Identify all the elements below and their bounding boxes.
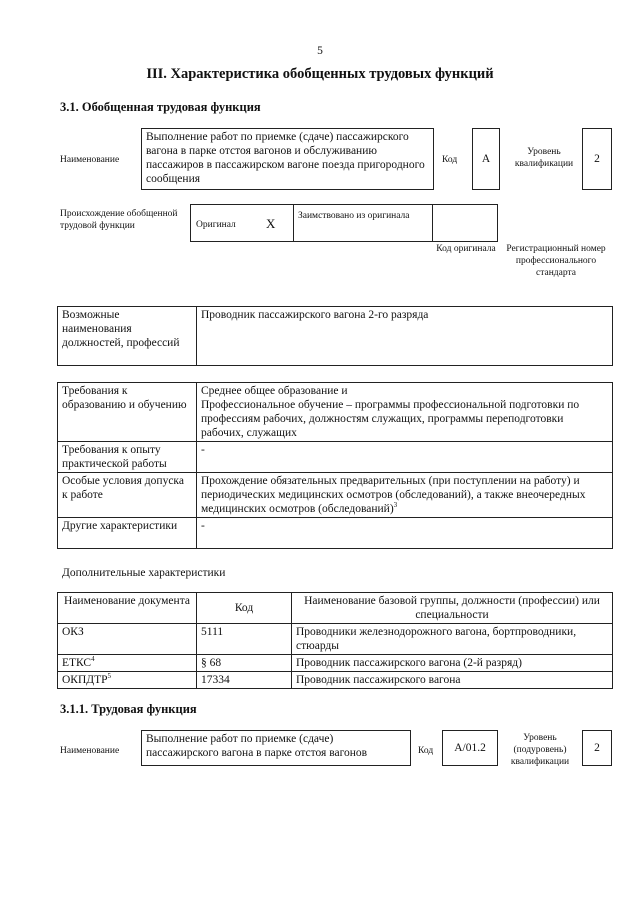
- origin-reg-caption: Регистрационный номер профессионального стандарта: [506, 244, 606, 278]
- gtf-code-value: А: [481, 153, 491, 165]
- additional-code: 5111: [197, 624, 292, 655]
- table-row: [58, 442, 613, 473]
- origin-original-mark: X: [266, 216, 276, 231]
- page-title: III. Характеристика обобщенных трудовых функций: [146, 66, 494, 82]
- additional-name: Проводник пассажирского вагона: [292, 672, 613, 689]
- additional-header-doc: Наименование документа: [58, 593, 197, 624]
- table-row: [58, 593, 613, 624]
- positions-table: [57, 306, 613, 366]
- tf-level-box: [582, 730, 612, 766]
- origin-divider-2: [432, 204, 433, 242]
- name-label: Наименование: [60, 155, 120, 165]
- code-label: Код: [442, 155, 458, 165]
- gtf-name-value: Выполнение работ по приемке (сдаче) пассажирского вагона в парке отстоя вагонов и обслуживанию пассажиров в пассажирском вагоне поезда пригородного сообщения: [146, 131, 425, 185]
- page-number: 5: [317, 45, 323, 57]
- additional-name: Проводники железнодорожного вагона, бортпроводники, стюарды: [292, 624, 613, 655]
- additional-name: Проводник пассажирского вагона (2-й разряд): [292, 655, 613, 672]
- additional-header-code: Код: [197, 593, 292, 624]
- origin-code-caption: Код оригинала: [436, 244, 496, 254]
- origin-original-label: Оригинал: [196, 220, 236, 230]
- footnote-ref-4: 4: [91, 655, 95, 664]
- requirements-table: [57, 382, 613, 549]
- table-row: [58, 383, 613, 442]
- gtf-level-box: [582, 128, 612, 190]
- gtf-level-value: 2: [594, 153, 600, 165]
- additional-table: [57, 592, 613, 689]
- footnote-ref-3: 3: [393, 501, 398, 510]
- positions-label: Возможные наименования должностей, профессий: [58, 307, 197, 366]
- tf-code-box: [442, 730, 498, 766]
- table-row: [58, 624, 613, 655]
- origin-divider-1: [293, 204, 294, 242]
- footnote-ref-5: 5: [107, 672, 112, 681]
- additional-doc-cell: [58, 624, 197, 655]
- req-value-other: -: [197, 518, 613, 549]
- req-value-education: Среднее общее образование и Профессиональное обучение – программы профессиональной подготовки по профессиям рабочих, должностям служащих, программы переподготовки рабочих, служащих: [197, 383, 613, 442]
- additional-header-name: Наименование базовой группы, должности (профессии) или специальности: [292, 593, 613, 624]
- tf-level-label: Уровень (подуровень) квалификации: [510, 733, 570, 767]
- req-label-other: Другие характеристики: [58, 518, 197, 549]
- req-label-conditions: Особые условия допуска к работе: [58, 473, 197, 518]
- section-heading-3-1-1: 3.1.1. Трудовая функция: [60, 702, 197, 716]
- table-row: [58, 473, 613, 518]
- additional-doc: ЕТКС: [62, 657, 92, 669]
- tf-name-value: Выполнение работ по приемке (сдаче) пассажирского вагона в парке отстоя вагонов: [146, 733, 368, 759]
- positions-value: Проводник пассажирского вагона 2-го разряда: [197, 307, 613, 366]
- table-row: [58, 655, 613, 672]
- req-label-experience: Требования к опыту практической работы: [58, 442, 197, 473]
- table-row: [58, 307, 613, 366]
- tf-code-label: Код: [418, 746, 434, 756]
- additional-code: § 68: [197, 655, 292, 672]
- gtf-code-box: [472, 128, 500, 190]
- additional-doc: ОКЗ: [62, 626, 84, 638]
- tf-name-label: Наименование: [60, 746, 120, 756]
- req-value-conditions: Прохождение обязательных предварительных (при поступлении на работу) и периодических медицинских осмотров (обследований), а также внеочередных медицинских осмотров (обследований): [201, 475, 586, 515]
- table-row: [58, 518, 613, 549]
- req-label-education: Требования к образованию и обучению: [58, 383, 197, 442]
- origin-borrowed-label: Заимствовано из оригинала: [298, 211, 410, 221]
- section-heading-3-1: 3.1. Обобщенная трудовая функция: [60, 100, 261, 114]
- table-row: [58, 672, 613, 689]
- additional-doc-cell: [58, 655, 197, 672]
- tf-name-box: [141, 730, 411, 766]
- additional-doc: ОКПДТР: [62, 674, 108, 686]
- tf-level-value: 2: [594, 742, 600, 754]
- req-cell-conditions: [197, 473, 613, 518]
- origin-label: Происхождение обобщенной трудовой функции: [60, 209, 178, 231]
- additional-code: 17334: [197, 672, 292, 689]
- additional-heading: Дополнительные характеристики: [62, 567, 226, 579]
- gtf-name-box: [141, 128, 434, 190]
- req-value-experience: -: [197, 442, 613, 473]
- additional-doc-cell: [58, 672, 197, 689]
- level-label: Уровень квалификации: [514, 147, 574, 169]
- tf-code-value: A/01.2: [454, 742, 486, 754]
